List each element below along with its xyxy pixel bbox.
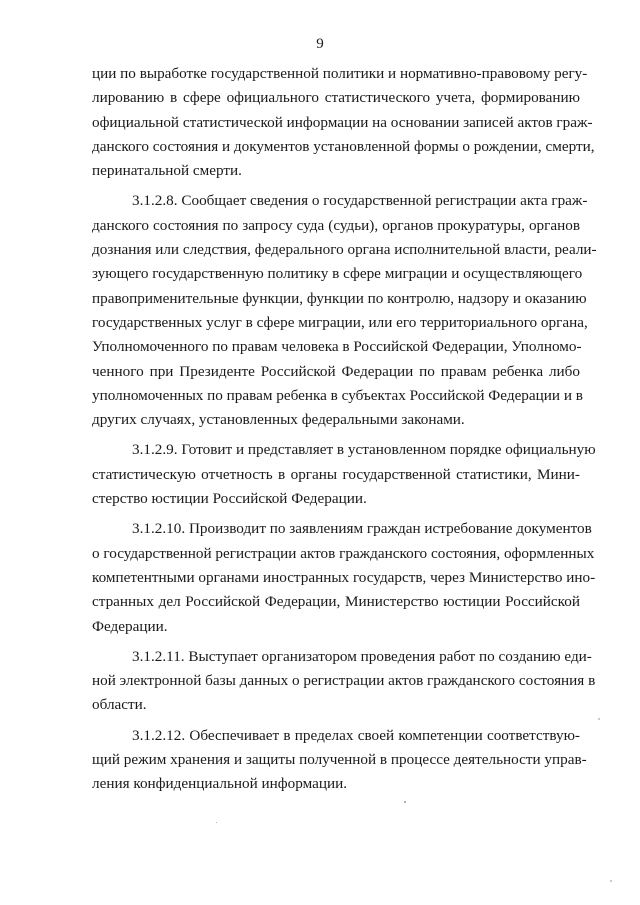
paragraph-3-1-2-10: [92, 517, 596, 638]
text-line: странных дел Российской Федерации, Министерство юстиции Российской: [92, 593, 580, 611]
scan-artifact: [598, 718, 600, 720]
text-line: зующего государственную политику в сфере миграции и осуществляющего: [92, 265, 583, 283]
text-line: Федерации.: [92, 617, 168, 635]
text-line: стерство юстиции Российской Федерации.: [92, 490, 367, 508]
text-line: ления конфиденциальной информации.: [92, 775, 348, 793]
paragraph-3-1-2-12: [92, 724, 587, 797]
text-line: щий режим хранения и защиты полученной в процессе деятельности управ-: [92, 751, 587, 769]
scan-artifact: [610, 880, 612, 882]
text-line: 3.1.2.8. Сообщает сведения о государственной регистрации акта граж-: [132, 192, 588, 210]
text-line: дознания или следствия, федерального органа исполнительной власти, реали-: [92, 241, 597, 259]
paragraph-3-1-2-11: [92, 645, 596, 718]
text-line: правоприменительные функции, функции по контролю, надзору и оказанию: [92, 289, 587, 307]
text-line: официальной статистической информации на основании записей актов граж-: [92, 113, 593, 131]
text-line: ченного при Президенте Российской Федерации по правам ребенка либо: [92, 362, 580, 380]
text-line: данского состояния и документов установленной формы о рождении, смерти,: [92, 137, 595, 155]
text-line: других случаях, установленных федеральными законами.: [92, 411, 465, 429]
document-body: [92, 62, 597, 797]
text-line: лированию в сфере официального статистического учета, формированию: [92, 89, 580, 107]
scan-artifact: [404, 801, 406, 803]
text-line: компетентными органами иностранных государств, через Министерство ино-: [92, 568, 596, 586]
text-line: уполномоченных по правам ребенка в субъектах Российской Федерации и в: [92, 386, 583, 404]
text-line: государственных услуг в сфере миграции, или его территориального органа,: [92, 313, 588, 331]
text-line: ной электронной базы данных о регистрации актов гражданского состояния в: [92, 672, 596, 690]
text-line: 3.1.2.9. Готовит и представляет в установленном порядке официальную: [132, 441, 596, 459]
page-number: 9: [316, 36, 324, 52]
paragraph-3-1-2-9: [92, 438, 596, 511]
text-line: 3.1.2.11. Выступает организатором проведения работ по созданию еди-: [132, 647, 592, 665]
paragraph-continuation: [92, 62, 595, 183]
text-line: 3.1.2.12. Обеспечивает в пределах своей компетенции соответствую-: [132, 726, 580, 744]
text-line: данского состояния по запросу суда (судьи), органов прокуратуры, органов: [92, 216, 580, 234]
text-line: 3.1.2.10. Производит по заявлениям граждан истребование документов: [132, 520, 592, 538]
text-line: области.: [92, 696, 147, 714]
scan-artifact: [216, 822, 217, 823]
text-line: о государственной регистрации актов гражданского состояния, оформленных: [92, 544, 595, 562]
paragraph-3-1-2-8: [92, 189, 597, 432]
text-line: ции по выработке государственной политики и нормативно-правовому регу-: [92, 65, 588, 82]
text-line: Уполномоченного по правам человека в Российской Федерации, Уполномо-: [92, 338, 582, 356]
text-line: статистическую отчетность в органы государственной статистики, Мини-: [92, 465, 580, 483]
text-line: перинатальной смерти.: [92, 162, 242, 180]
